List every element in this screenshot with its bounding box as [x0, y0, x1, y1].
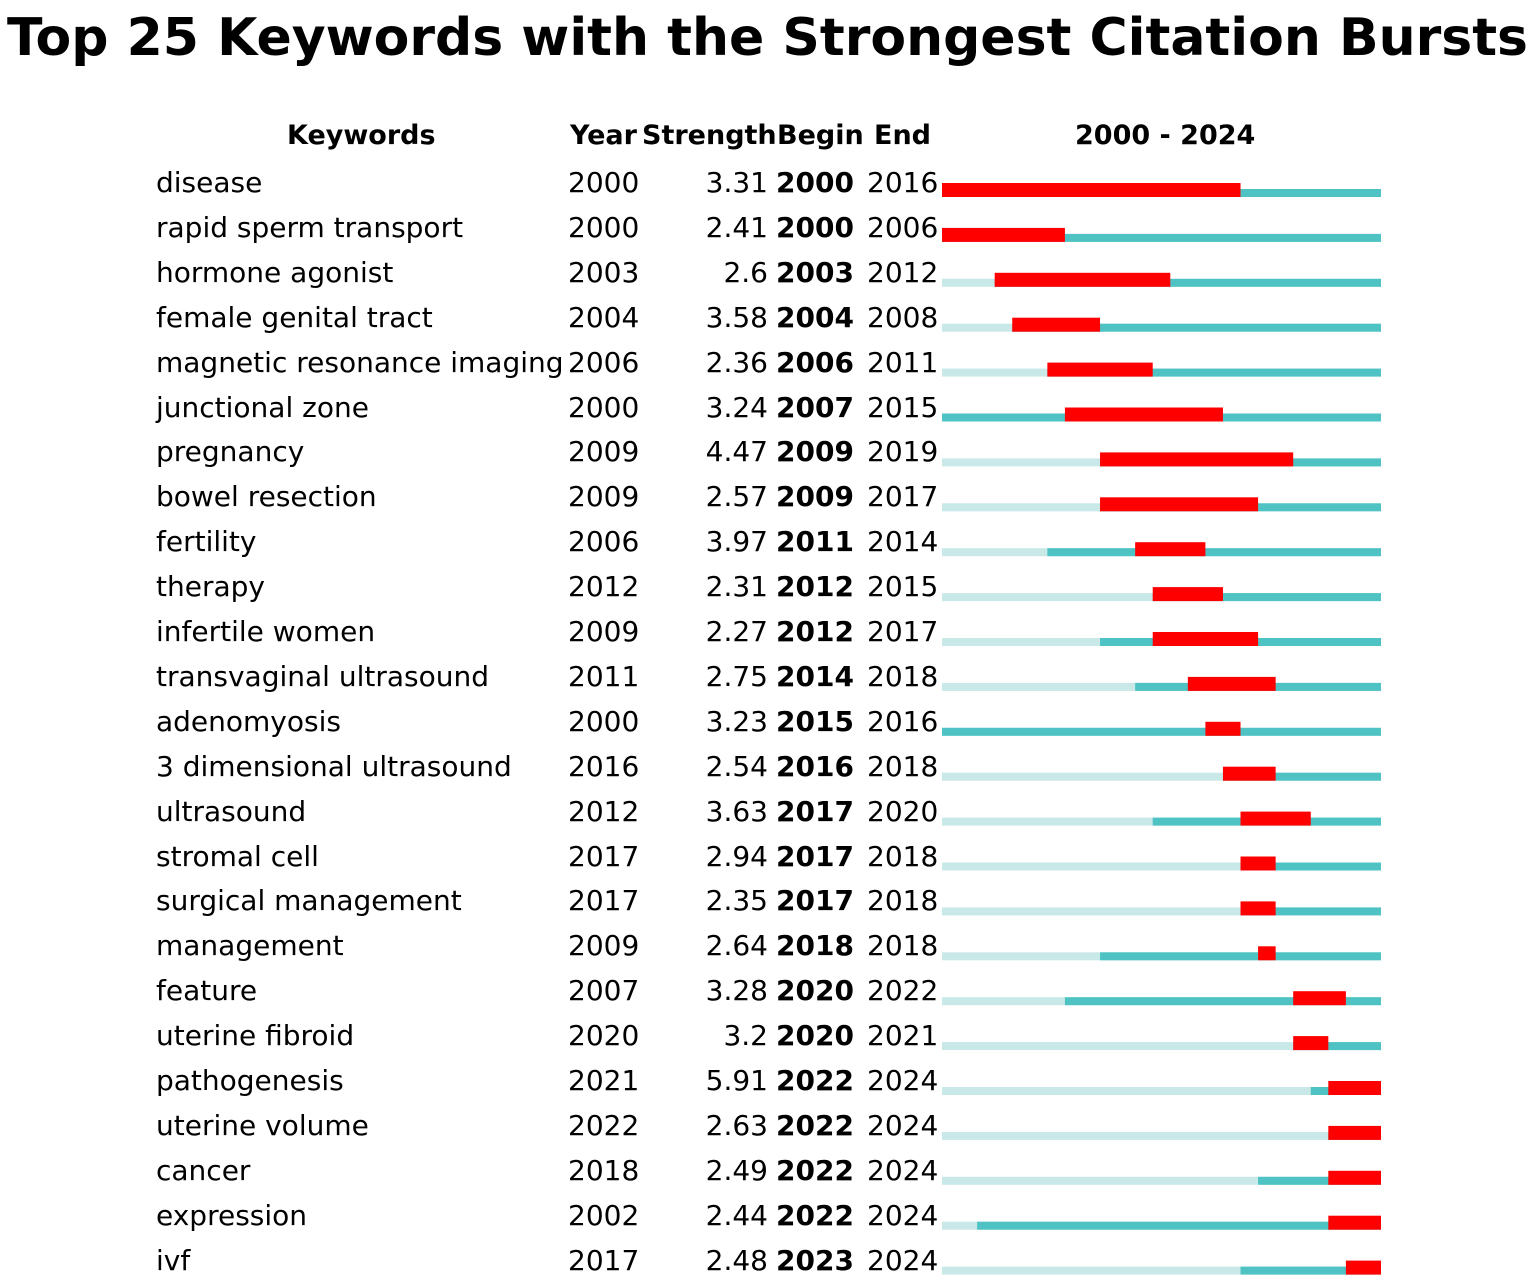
keyword-cell: adenomyosis — [156, 704, 341, 738]
year-cell: 2018 — [568, 1153, 640, 1187]
keyword-cell: surgical management — [156, 884, 462, 918]
burst-bar — [1328, 1216, 1381, 1230]
strength-cell: 2.48 — [705, 1243, 768, 1277]
strength-cell: 2.27 — [705, 615, 768, 648]
burst-bar — [1205, 722, 1240, 736]
year-cell: 2000 — [568, 390, 640, 424]
strength-cell: 2.36 — [705, 345, 768, 379]
begin-cell: 2023 — [776, 1243, 854, 1277]
strength-cell: 5.91 — [705, 1064, 768, 1097]
keyword-cell: pathogenesis — [156, 1064, 344, 1097]
end-cell: 2014 — [867, 525, 939, 559]
keyword-cell: stromal cell — [156, 839, 319, 873]
burst-bar — [1328, 1171, 1381, 1185]
begin-cell: 2006 — [776, 345, 854, 379]
timeline-active-bar — [977, 1222, 1381, 1230]
year-cell: 2009 — [568, 929, 640, 963]
burst-bar — [1293, 991, 1346, 1005]
begin-cell: 2016 — [776, 749, 854, 783]
strength-cell: 3.97 — [705, 525, 768, 559]
strength-cell: 2.57 — [705, 480, 768, 514]
year-cell: 2006 — [568, 345, 640, 379]
strength-cell: 2.41 — [705, 210, 768, 244]
burst-bar — [1100, 497, 1258, 511]
year-cell: 2021 — [568, 1064, 640, 1097]
burst-bar — [1153, 632, 1258, 646]
begin-cell: 2020 — [776, 1019, 854, 1053]
year-cell: 2007 — [568, 974, 640, 1008]
keyword-cell: expression — [156, 1198, 308, 1232]
year-cell: 2017 — [568, 1243, 640, 1277]
end-cell: 2018 — [867, 839, 939, 873]
burst-bar — [942, 183, 1241, 197]
begin-cell: 2017 — [776, 884, 854, 918]
end-cell: 2011 — [867, 345, 939, 379]
begin-cell: 2022 — [776, 1108, 854, 1142]
strength-cell: 3.28 — [705, 974, 768, 1008]
keyword-cell: cancer — [156, 1153, 251, 1187]
strength-cell: 3.23 — [705, 704, 768, 738]
burst-bar — [1328, 1081, 1381, 1095]
timeline-inactive-bar — [942, 1132, 1381, 1140]
keyword-cell: pregnancy — [156, 435, 305, 469]
end-cell: 2021 — [867, 1019, 939, 1053]
end-cell: 2024 — [867, 1243, 939, 1277]
strength-cell: 2.6 — [723, 255, 768, 289]
end-cell: 2016 — [867, 166, 939, 199]
begin-cell: 2017 — [776, 794, 854, 828]
keyword-cell: fertility — [156, 525, 257, 559]
keyword-cell: uterine fibroid — [156, 1019, 355, 1053]
timeline-active-bar — [942, 728, 1381, 736]
keyword-cell: uterine volume — [156, 1108, 369, 1142]
end-cell: 2019 — [867, 435, 939, 469]
year-cell: 2004 — [568, 300, 640, 334]
keyword-cell: feature — [156, 974, 258, 1008]
header-strength: Strength — [642, 120, 777, 151]
begin-cell: 2012 — [776, 615, 854, 648]
end-cell: 2012 — [867, 255, 939, 289]
year-cell: 2012 — [568, 570, 640, 604]
header-end: End — [874, 120, 931, 151]
begin-cell: 2018 — [776, 929, 854, 963]
year-cell: 2016 — [568, 749, 640, 783]
burst-bar — [1047, 363, 1152, 377]
end-cell: 2006 — [867, 210, 939, 244]
strength-cell: 2.64 — [705, 929, 768, 963]
burst-bar — [1328, 1126, 1381, 1140]
end-cell: 2017 — [867, 480, 939, 514]
begin-cell: 2017 — [776, 839, 854, 873]
begin-cell: 2000 — [776, 166, 854, 199]
year-cell: 2017 — [568, 884, 640, 918]
end-cell: 2018 — [867, 884, 939, 918]
year-cell: 2009 — [568, 480, 640, 514]
strength-cell: 2.31 — [705, 570, 768, 604]
burst-bar — [1223, 767, 1276, 781]
begin-cell: 2015 — [776, 704, 854, 738]
burst-bar — [1241, 812, 1311, 826]
end-cell: 2024 — [867, 1108, 939, 1142]
strength-cell: 2.63 — [705, 1108, 768, 1142]
burst-bar — [1153, 587, 1223, 601]
end-cell: 2018 — [867, 659, 939, 693]
end-cell: 2016 — [867, 704, 939, 738]
keyword-cell: magnetic resonance imaging — [156, 345, 564, 379]
year-cell: 2020 — [568, 1019, 640, 1053]
begin-cell: 2003 — [776, 255, 854, 289]
end-cell: 2015 — [867, 570, 939, 604]
year-cell: 2012 — [568, 794, 640, 828]
keyword-cell: 3 dimensional ultrasound — [156, 749, 512, 783]
burst-bar — [1012, 318, 1100, 332]
strength-cell: 2.75 — [705, 659, 768, 693]
begin-cell: 2022 — [776, 1198, 854, 1232]
year-cell: 2003 — [568, 255, 640, 289]
strength-cell: 4.47 — [705, 435, 768, 469]
year-cell: 2000 — [568, 210, 640, 244]
begin-cell: 2007 — [776, 390, 854, 424]
strength-cell: 3.31 — [705, 166, 768, 199]
keyword-cell: transvaginal ultrasound — [156, 659, 490, 693]
burst-bar — [1258, 946, 1276, 960]
burst-bar — [1065, 408, 1223, 422]
chart-title: Top 25 Keywords with the Strongest Citation Bursts — [6, 8, 1529, 68]
timeline-active-bar — [1047, 548, 1381, 556]
strength-cell: 3.63 — [705, 794, 768, 828]
year-cell: 2000 — [568, 166, 640, 199]
keyword-cell: hormone agonist — [156, 255, 394, 289]
end-cell: 2022 — [867, 974, 939, 1008]
strength-cell: 2.49 — [705, 1153, 768, 1187]
begin-cell: 2020 — [776, 974, 854, 1008]
burst-bar — [1100, 452, 1293, 466]
keyword-cell: female genital tract — [156, 300, 433, 334]
year-cell: 2006 — [568, 525, 640, 559]
year-cell: 2009 — [568, 615, 640, 648]
begin-cell: 2009 — [776, 435, 854, 469]
keyword-cell: infertile women — [156, 615, 376, 648]
strength-cell: 3.58 — [705, 300, 768, 334]
header-year: Year — [570, 120, 637, 151]
keyword-cell: therapy — [156, 570, 265, 604]
burst-bar — [942, 228, 1065, 242]
year-cell: 2022 — [568, 1108, 640, 1142]
end-cell: 2018 — [867, 929, 939, 963]
end-cell: 2015 — [867, 390, 939, 424]
keyword-cell: junctional zone — [156, 390, 369, 424]
end-cell: 2024 — [867, 1064, 939, 1097]
year-cell: 2011 — [568, 659, 640, 693]
header-timeline-range: 2000 - 2024 — [1075, 120, 1256, 151]
timeline-active-bar — [1100, 952, 1381, 960]
begin-cell: 2011 — [776, 525, 854, 559]
burst-bar — [1241, 857, 1276, 871]
keyword-cell: management — [156, 929, 344, 963]
end-cell: 2020 — [867, 794, 939, 828]
begin-cell: 2004 — [776, 300, 854, 334]
begin-cell: 2014 — [776, 659, 854, 693]
strength-cell: 2.35 — [705, 884, 768, 918]
end-cell: 2008 — [867, 300, 939, 334]
keyword-cell: rapid sperm transport — [156, 210, 464, 244]
year-cell: 2009 — [568, 435, 640, 469]
end-cell: 2017 — [867, 615, 939, 648]
header-begin: Begin — [777, 120, 864, 151]
begin-cell: 2009 — [776, 480, 854, 514]
end-cell: 2018 — [867, 749, 939, 783]
keyword-cell: disease — [156, 166, 263, 199]
burst-bar — [1135, 542, 1205, 556]
strength-cell: 2.54 — [705, 749, 768, 783]
year-cell: 2002 — [568, 1198, 640, 1232]
begin-cell: 2022 — [776, 1153, 854, 1187]
burst-bar — [1241, 901, 1276, 915]
begin-cell: 2022 — [776, 1064, 854, 1097]
end-cell: 2024 — [867, 1198, 939, 1232]
burst-bar — [995, 273, 1171, 287]
begin-cell: 2000 — [776, 210, 854, 244]
burst-bar — [1293, 1036, 1328, 1050]
strength-cell: 2.44 — [705, 1198, 768, 1232]
keyword-cell: ultrasound — [156, 794, 307, 828]
year-cell: 2017 — [568, 839, 640, 873]
header-keywords: Keywords — [287, 120, 436, 151]
strength-cell: 3.2 — [723, 1019, 768, 1053]
burst-bar — [1188, 677, 1276, 691]
burst-bar — [1346, 1261, 1381, 1275]
end-cell: 2024 — [867, 1153, 939, 1187]
begin-cell: 2012 — [776, 570, 854, 604]
strength-cell: 2.94 — [705, 839, 768, 873]
strength-cell: 3.24 — [705, 390, 768, 424]
keyword-cell: bowel resection — [156, 480, 377, 514]
keyword-cell: ivf — [156, 1243, 191, 1277]
year-cell: 2000 — [568, 704, 640, 738]
